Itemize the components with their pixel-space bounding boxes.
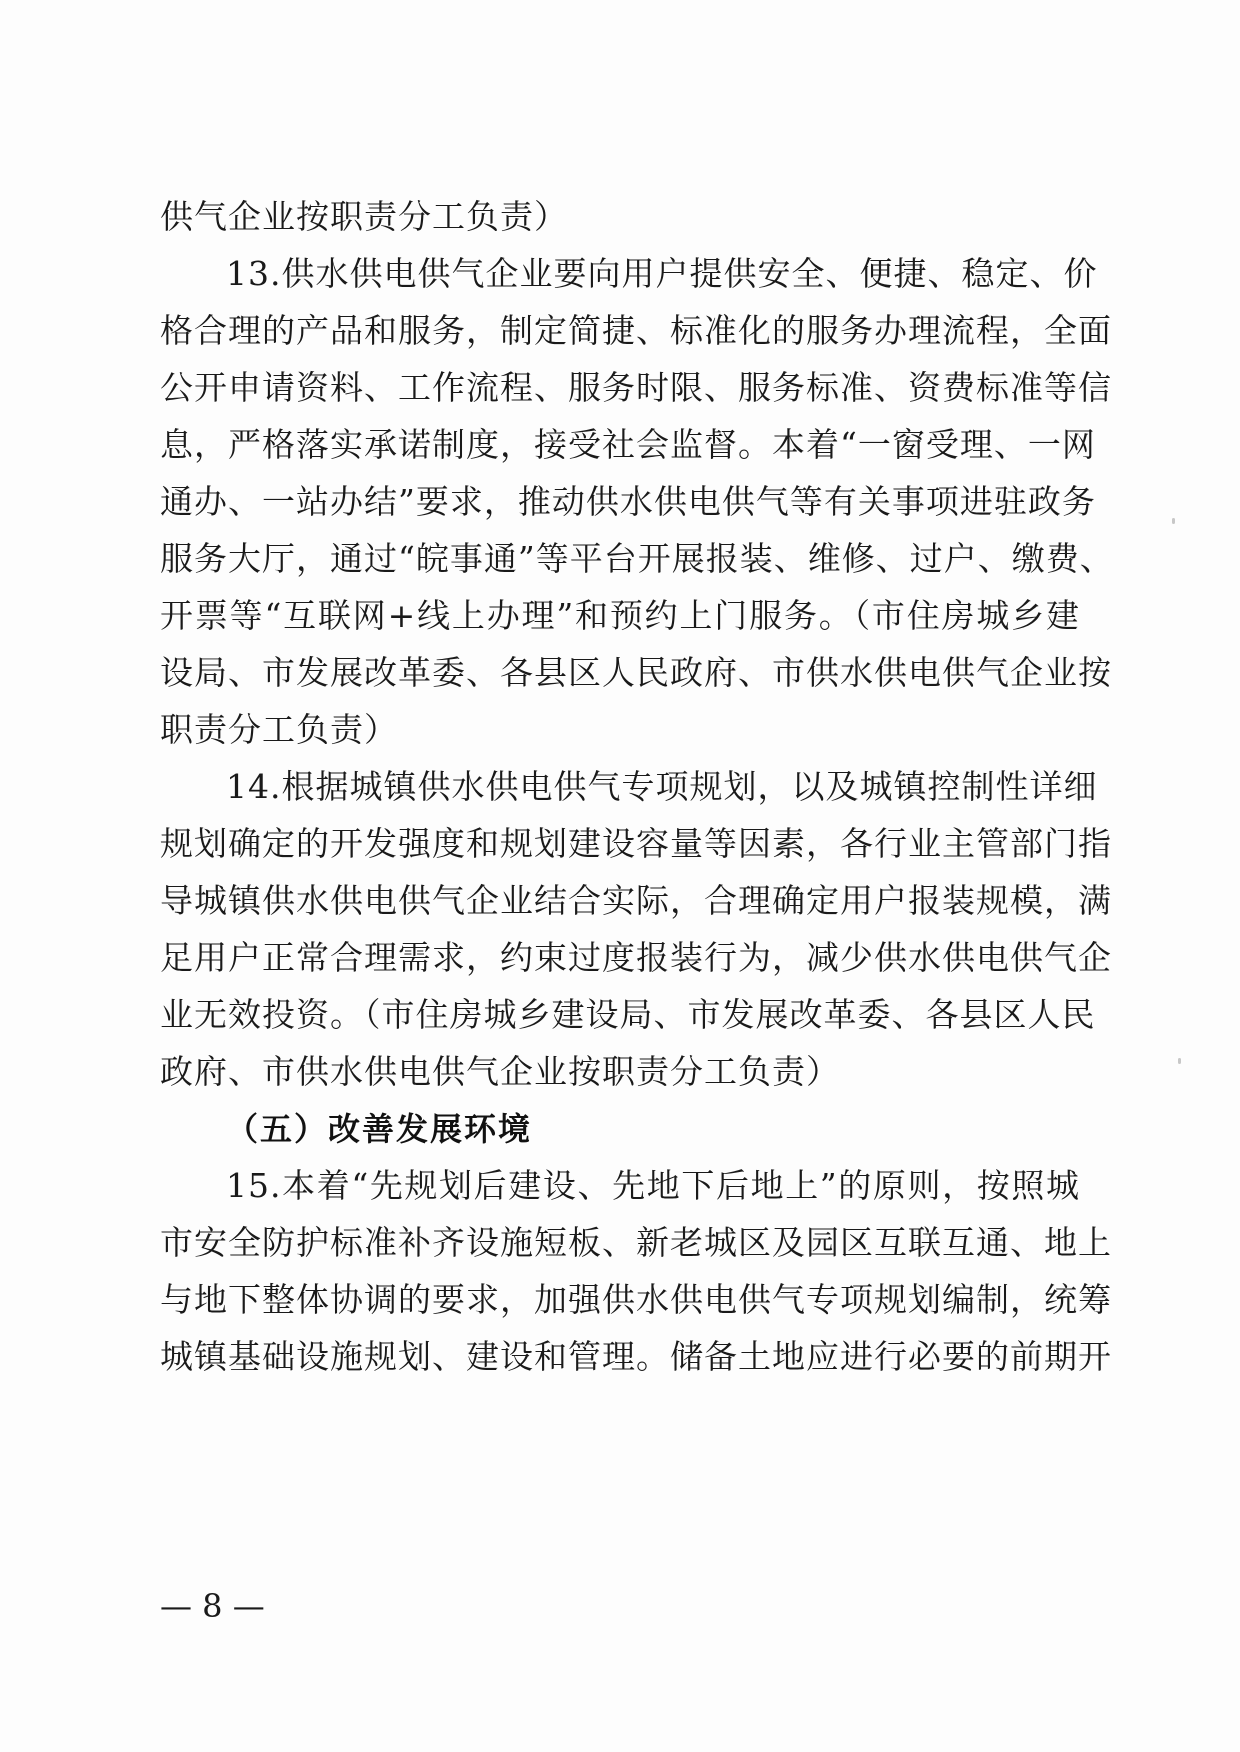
text-line: 公开申请资料、工作流程、服务时限、服务标准、资费标准等信 — [160, 368, 1112, 407]
text-line: 城镇基础设施规划、建设和管理。储备土地应进行必要的前期开 — [160, 1337, 1112, 1376]
text-line: 与地下整体协调的要求，加强供水供电供气专项规划编制，统筹 — [160, 1280, 1112, 1319]
section-heading: （五）改善发展环境 — [226, 1110, 533, 1148]
text-line: 规划确定的开发强度和规划建设容量等因素，各行业主管部门指 — [160, 824, 1112, 863]
text-line: 格合理的产品和服务，制定简捷、标准化的服务办理流程，全面 — [160, 311, 1112, 350]
text-line: 政府、市供水供电供气企业按职责分工负责） — [160, 1052, 840, 1091]
text-line: 设局、市发展改革委、各县区人民政府、市供水供电供气企业按 — [160, 653, 1112, 692]
scan-speck — [1178, 1058, 1181, 1064]
text-line: 业无效投资。（市住房城乡建设局、市发展改革委、各县区人民 — [160, 995, 1096, 1034]
text-line: 供气企业按职责分工负责） — [160, 197, 568, 236]
paragraph-13-start: 13.供水供电供气企业要向用户提供安全、便捷、稳定、价 — [226, 254, 1098, 293]
text-line: 市安全防护标准补齐设施短板、新老城区及园区互联互通、地上 — [160, 1223, 1112, 1262]
text-line: 通办、一站办结”要求，推动供水供电供气等有关事项进驻政务 — [160, 482, 1096, 521]
paragraph-15-start: 15.本着“先规划后建设、先地下后地上”的原则，按照城 — [226, 1166, 1080, 1205]
text-line: 开票等“互联网+线上办理”和预约上门服务。（市住房城乡建 — [160, 596, 1080, 635]
scan-speck — [1172, 518, 1175, 524]
paragraph-14-start: 14.根据城镇供水供电供气专项规划，以及城镇控制性详细 — [226, 767, 1098, 806]
text-line: 足用户正常合理需求，约束过度报装行为，减少供水供电供气企 — [160, 938, 1112, 977]
text-line: 服务大厅，通过“皖事通”等平台开展报装、维修、过户、缴费、 — [160, 539, 1114, 578]
text-line: 息，严格落实承诺制度，接受社会监督。本着“一窗受理、一网 — [160, 425, 1096, 464]
page-number: — 8 — — [160, 1587, 265, 1625]
text-line: 导城镇供水供电供气企业结合实际，合理确定用户报装规模，满 — [160, 881, 1112, 920]
text-line: 职责分工负责） — [160, 710, 398, 749]
